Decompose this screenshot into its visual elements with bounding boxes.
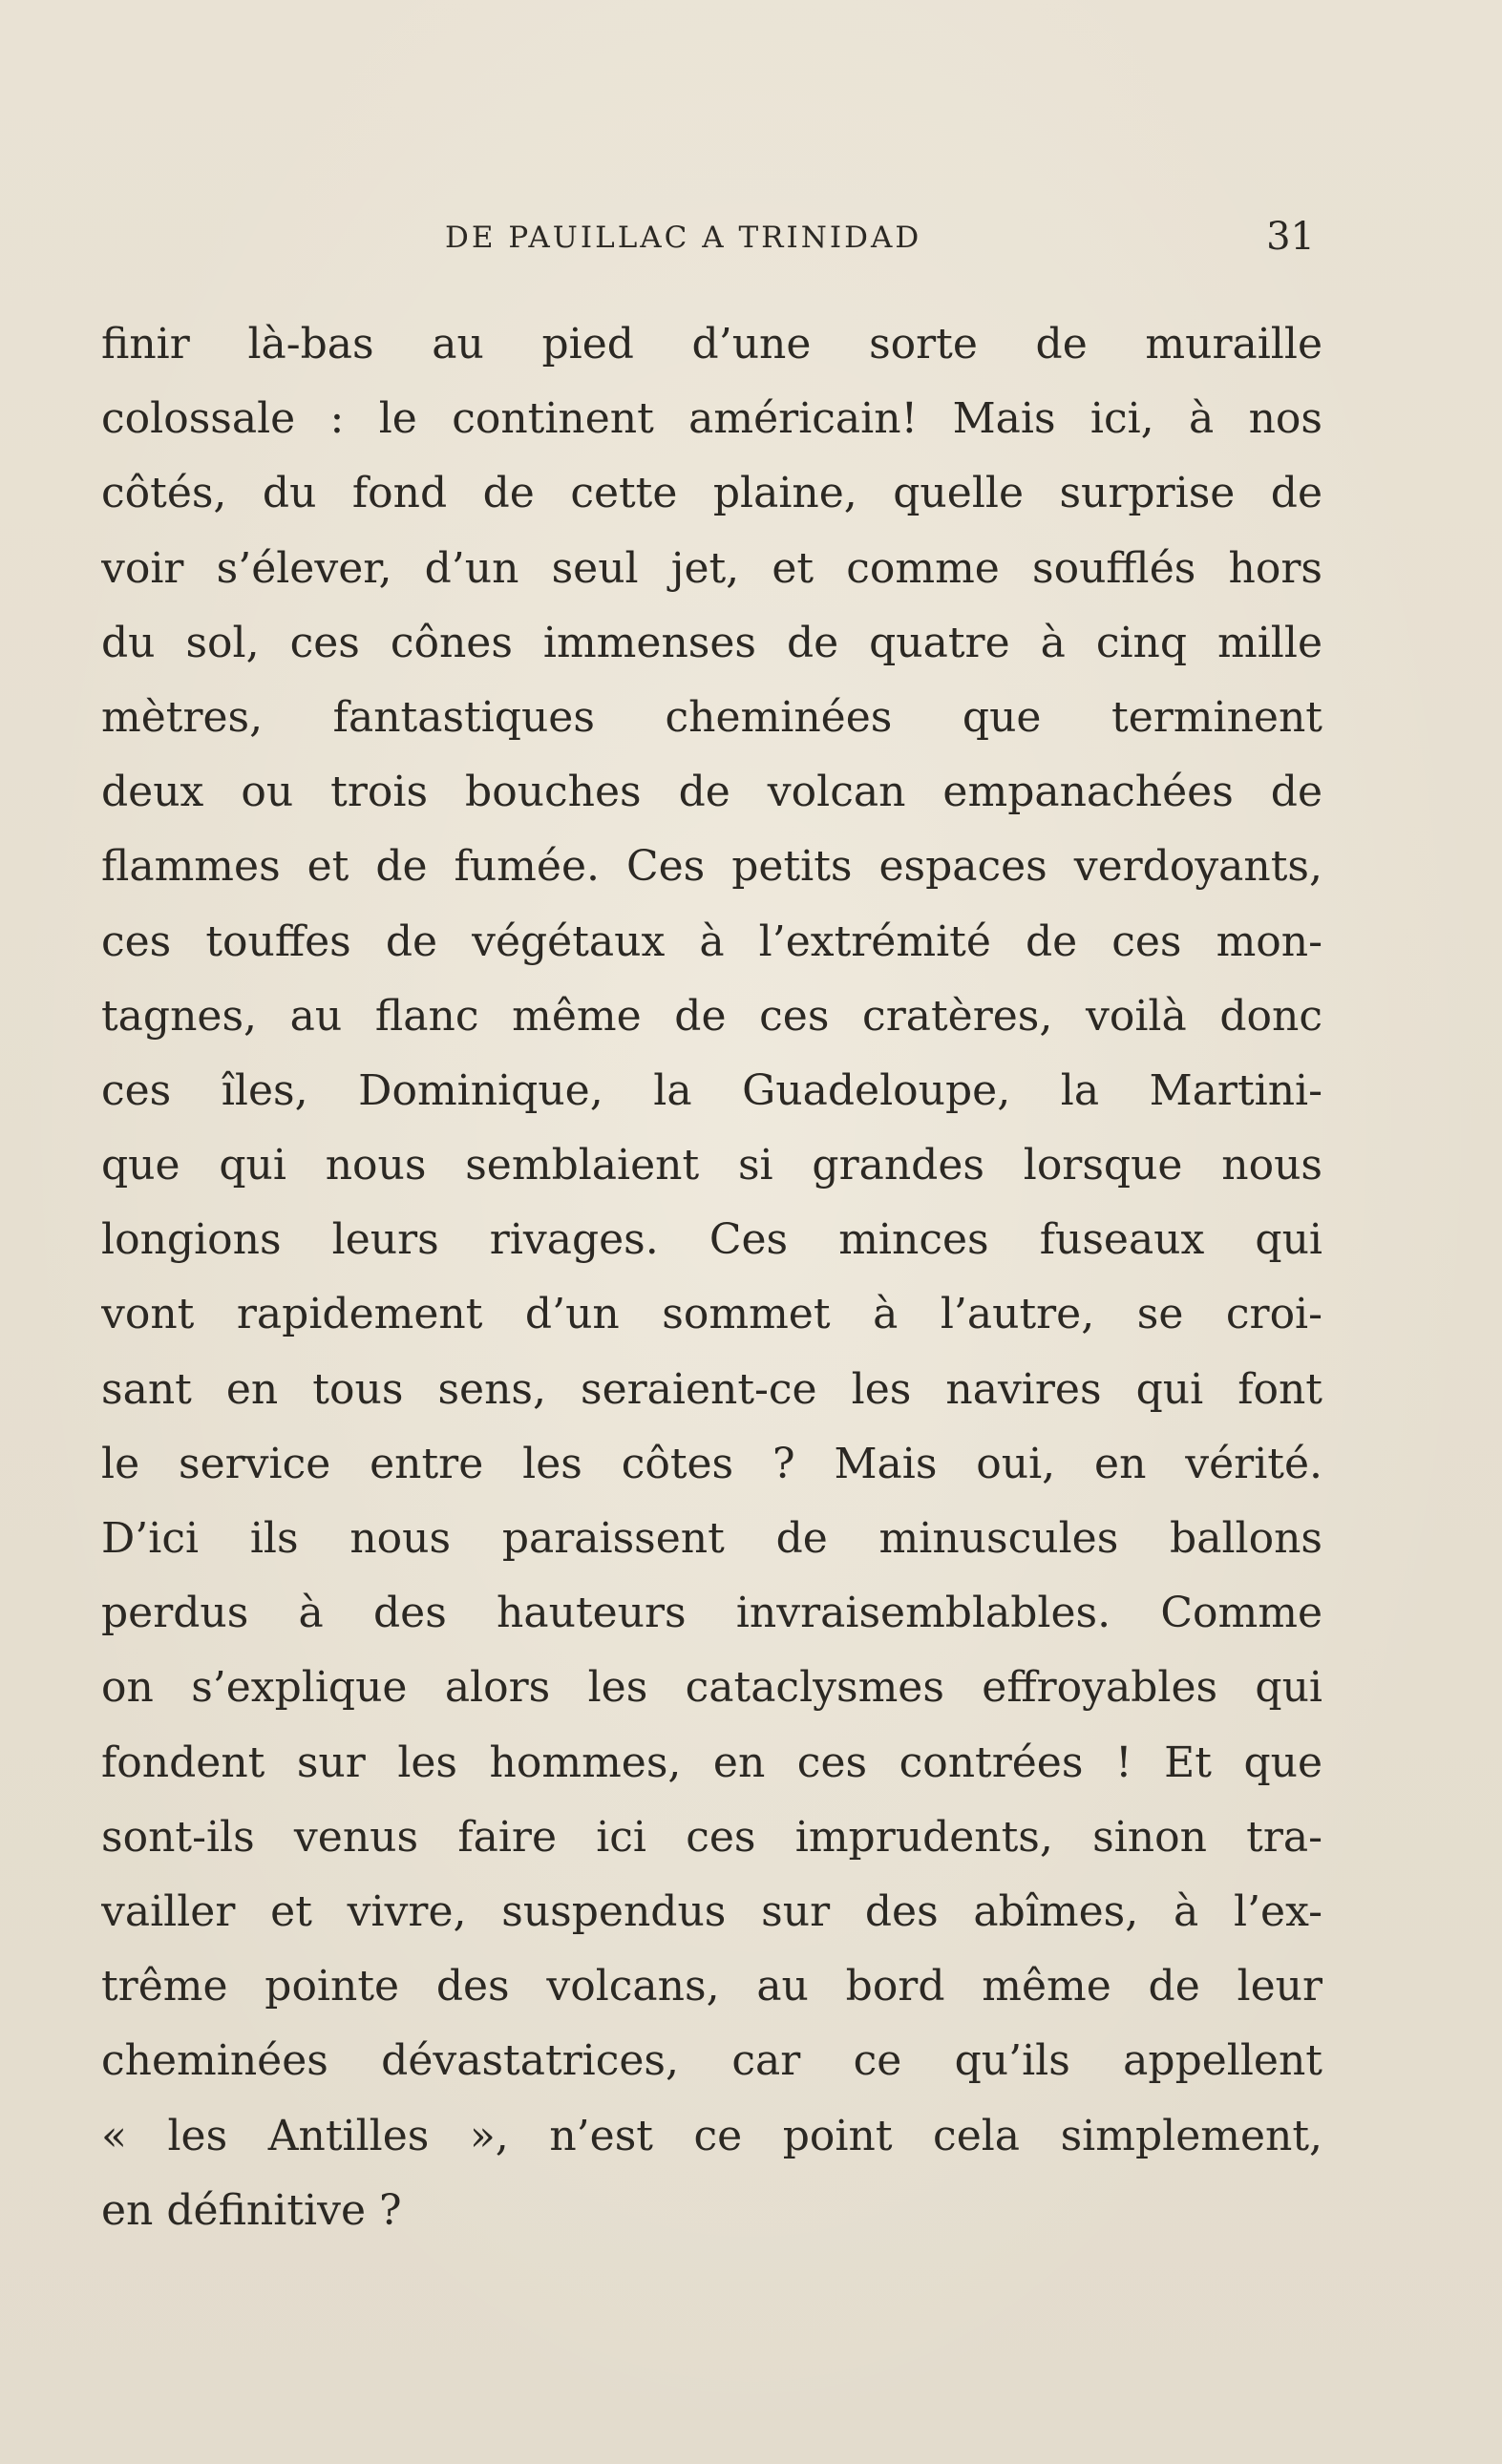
text-line: longions leurs rivages. Ces minces fuseaux qui bbox=[101, 1215, 1322, 1265]
text-line: que qui nous semblaient si grandes lorsque nous bbox=[101, 1141, 1322, 1190]
body-text bbox=[101, 307, 1322, 2248]
text-line: on s’explique alors les cataclysmes effroyables qui bbox=[101, 1663, 1322, 1713]
text-line: cheminées dévastatrices, car ce qu’ils appellent bbox=[101, 2036, 1322, 2086]
text-line: « les Antilles », n’est ce point cela simplement, bbox=[101, 2111, 1322, 2160]
text-line: ces touffes de végétaux à l’extrémité de ces mon- bbox=[101, 916, 1322, 966]
text-line: deux ou trois bouches de volcan empanachées de bbox=[101, 768, 1322, 817]
text-line: finir là-bas au pied d’une sorte de muraille bbox=[101, 320, 1322, 369]
text-line: voir s’élever, d’un seul jet, et comme soufflés hors bbox=[101, 543, 1322, 593]
text-line: trême pointe des volcans, au bord même de leur bbox=[101, 1962, 1322, 2011]
text-line: sont-ils venus faire ici ces imprudents, sinon tra- bbox=[101, 1812, 1322, 1862]
text-line: du sol, ces cônes immenses de quatre à cinq mille bbox=[101, 618, 1322, 667]
text-line: fondent sur les hommes, en ces contrées ! Et que bbox=[101, 1737, 1322, 1787]
text-line: sant en tous sens, seraient-ce les navires qui font bbox=[101, 1364, 1322, 1414]
text-line: flammes et de fumée. Ces petits espaces verdoyants, bbox=[101, 842, 1322, 892]
text-line: mètres, fantastiques cheminées que terminent bbox=[101, 692, 1322, 742]
text-line: le service entre les côtes ? Mais oui, en vérité. bbox=[101, 1439, 1322, 1488]
text-line: colossale : le continent américain! Mais ici, à nos bbox=[101, 394, 1322, 444]
text-line: vailler et vivre, suspendus sur des abîmes, à l’ex- bbox=[101, 1886, 1322, 1936]
text-line: ces îles, Dominique, la Guadeloupe, la Martini- bbox=[101, 1065, 1322, 1115]
text-line: en définitive ? bbox=[101, 2185, 402, 2235]
text-line: tagnes, au flanc même de ces cratères, voilà donc bbox=[101, 991, 1322, 1041]
text-line: perdus à des hauteurs invraisemblables. Comme bbox=[101, 1589, 1322, 1638]
text-line: côtés, du fond de cette plaine, quelle surprise de bbox=[101, 469, 1322, 518]
page-number: 31 bbox=[1266, 215, 1315, 259]
running-head: DE PAUILLAC A TRINIDAD bbox=[445, 221, 922, 255]
text-line: D’ici ils nous paraissent de minuscules ballons bbox=[101, 1514, 1322, 1563]
page-header bbox=[101, 215, 1322, 266]
text-line: vont rapidement d’un sommet à l’autre, se croi- bbox=[101, 1290, 1322, 1339]
